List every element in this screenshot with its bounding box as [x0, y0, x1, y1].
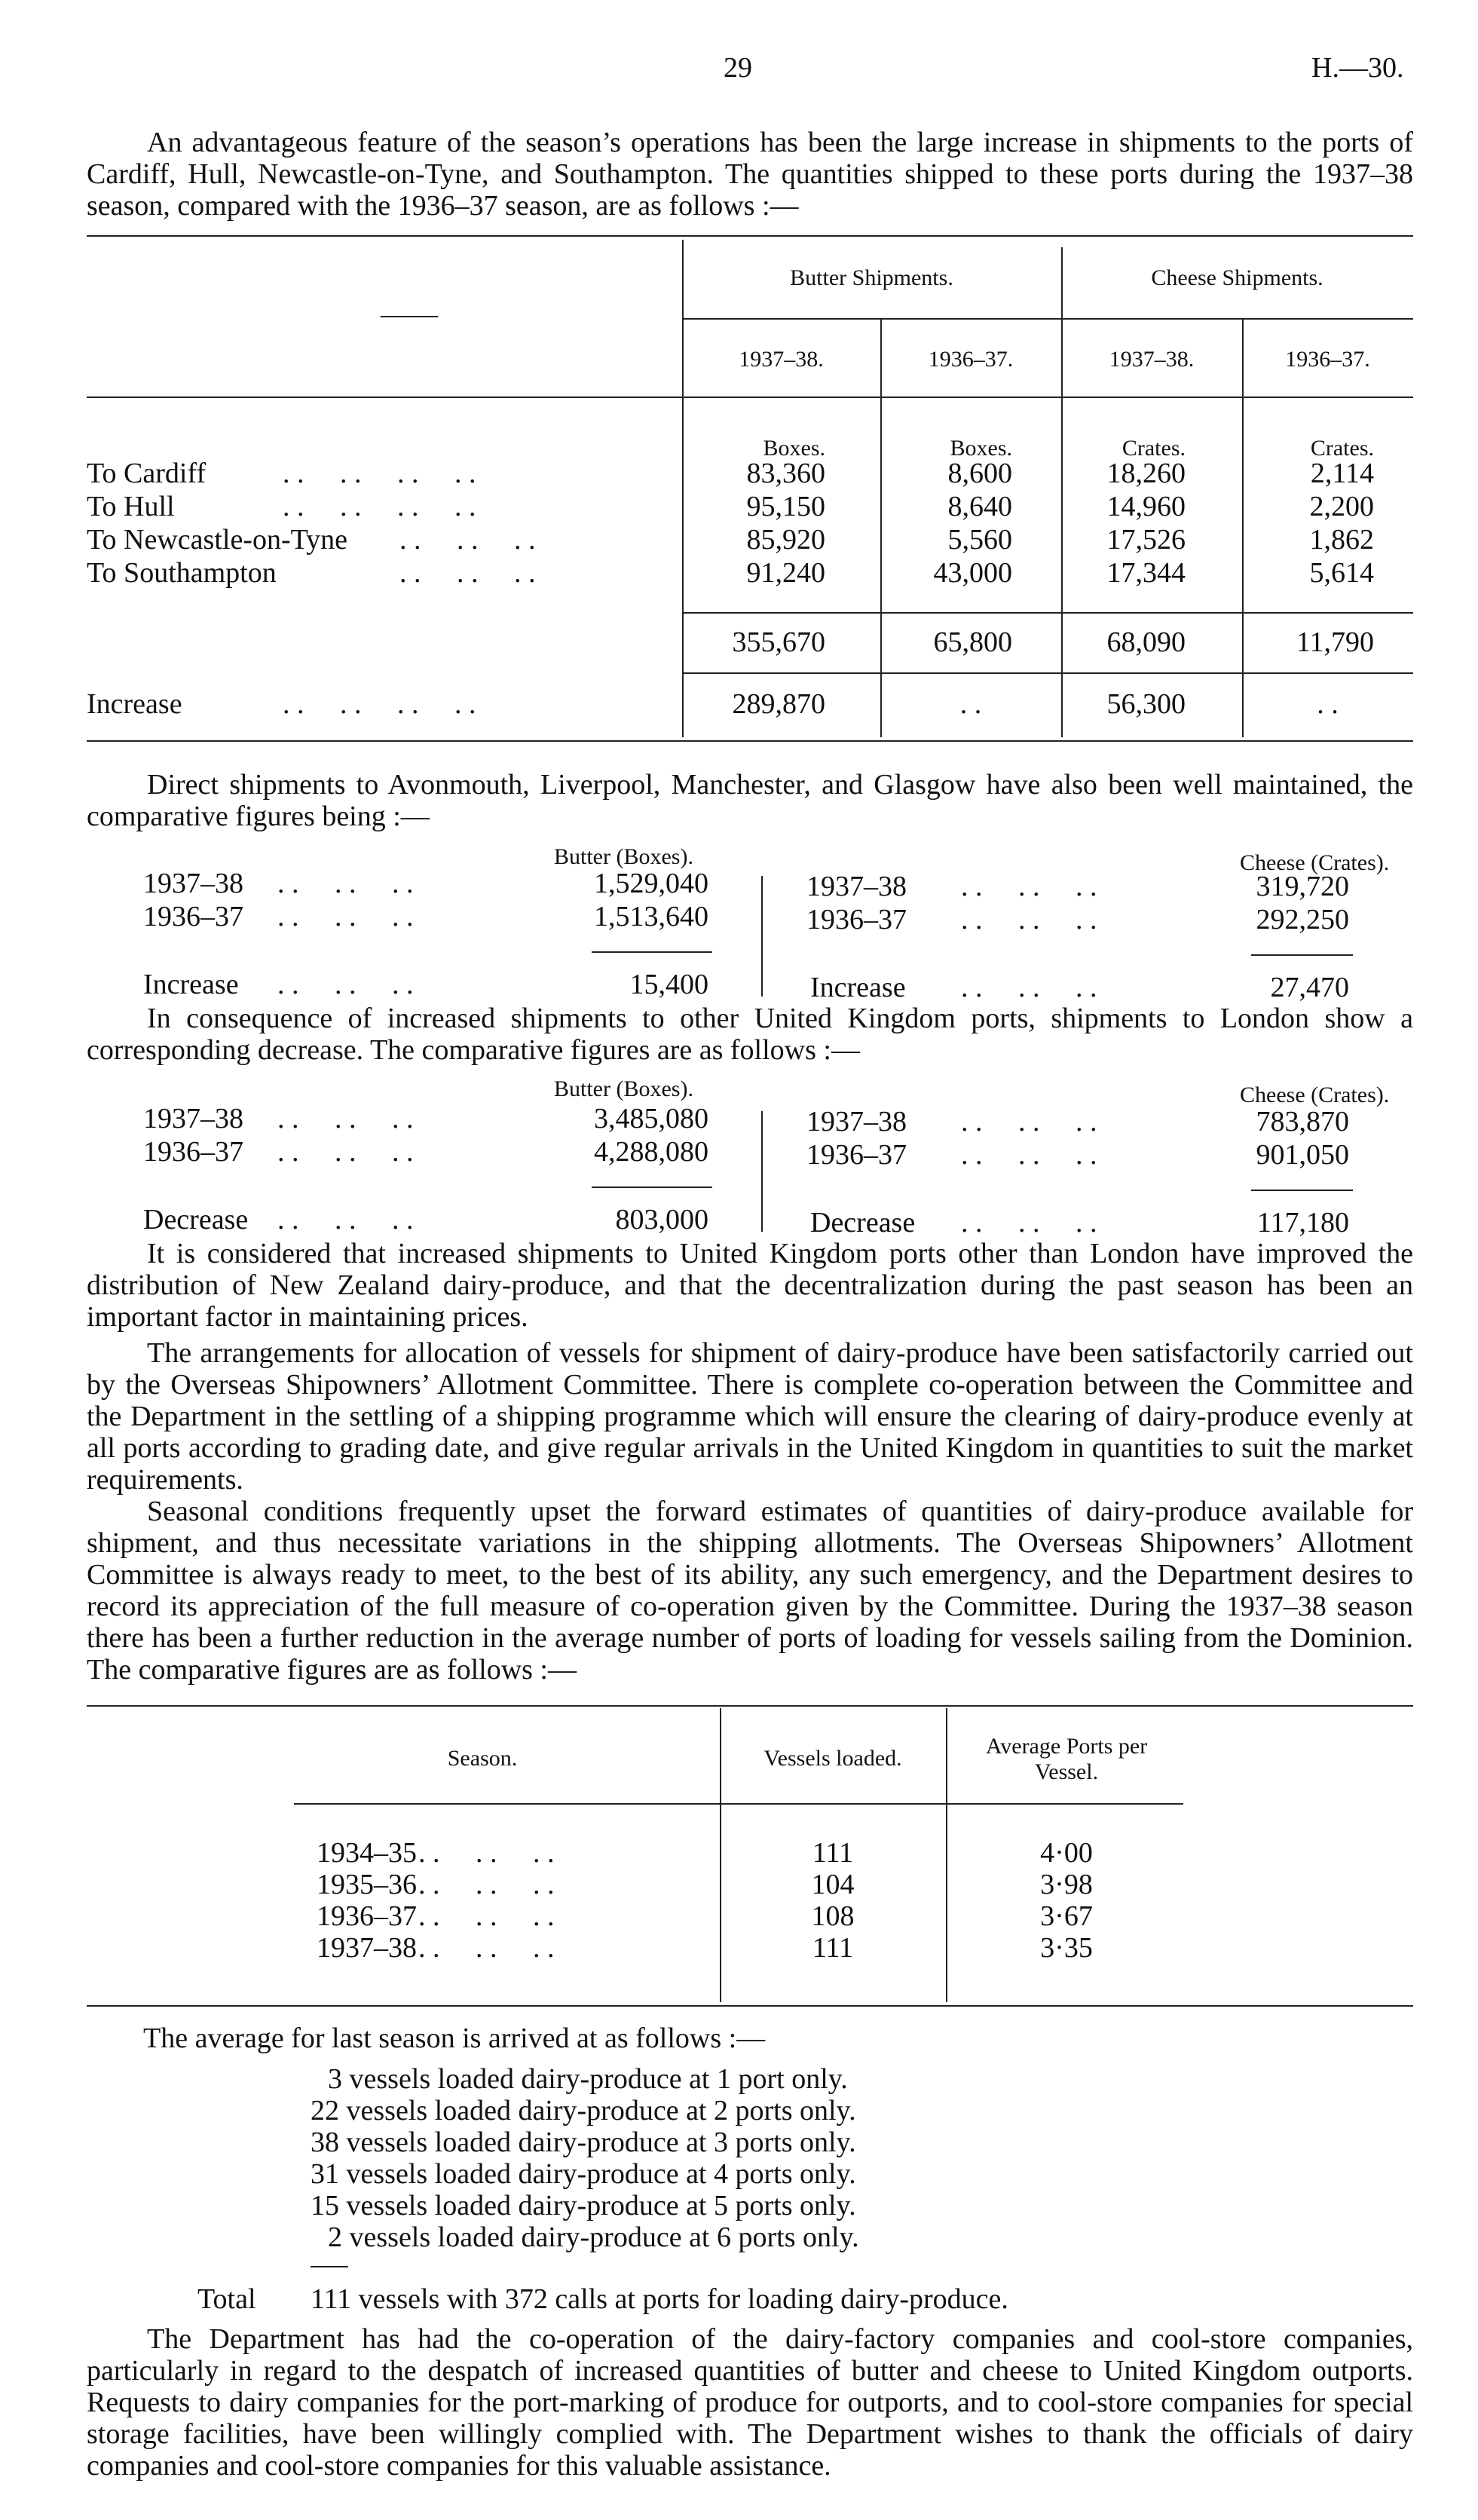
row-label: Decrease	[810, 1207, 916, 1239]
butter-header: Butter (Boxes).	[554, 844, 693, 869]
row-label: 1936–37	[143, 901, 243, 932]
value-cell: 17,526	[1106, 524, 1186, 556]
average-cell: 3·98	[1040, 1869, 1093, 1900]
butter-header: Butter (Boxes).	[554, 1076, 693, 1101]
value-cell: 2,200	[1309, 491, 1374, 522]
document-reference: H.—30.	[1311, 52, 1404, 84]
unit-label: Boxes.	[763, 436, 825, 461]
unit-label: Crates.	[1310, 436, 1374, 461]
leader-dots: . . . . . .	[418, 1900, 555, 1932]
total-label: Total	[197, 2283, 256, 2315]
season-cell: 1937–38	[317, 1932, 417, 1964]
row-label: To Hull	[87, 491, 175, 522]
row-label: Increase	[143, 969, 239, 1000]
row-label: 1936–37	[143, 1136, 243, 1168]
total-cell: 65,800	[933, 626, 1012, 658]
leader-dots: . . . . . .	[418, 1932, 555, 1964]
vessels-cell: 111	[812, 1837, 854, 1869]
leader-dots: . . . . . . . .	[283, 491, 476, 522]
butter-shipments-header: Butter Shipments.	[790, 265, 953, 290]
london-decrease-paragraph: In consequence of increased shipments to other United Kingdom ports, shipments to London show a corresponding decrease. The comparative figures are as follows :—	[87, 1003, 1413, 1066]
vessels-cell: 111	[812, 1932, 854, 1964]
season-cell: 1934–35	[317, 1837, 417, 1869]
leader-dots: . . . . . .	[961, 972, 1097, 1003]
row-label: To Southampton	[87, 557, 277, 589]
average-cell: 3·67	[1040, 1900, 1093, 1932]
vessels-loaded-header: Vessels loaded.	[763, 1746, 902, 1771]
vessels-cell: 108	[811, 1900, 855, 1932]
list-item: 3 vessels loaded dairy-produce at 1 port only.	[328, 2063, 848, 2095]
year-header: 1936–37.	[1285, 347, 1370, 372]
row-label: 1936–37	[806, 904, 907, 935]
row-label: Increase	[810, 972, 906, 1003]
total-cell: 355,670	[732, 626, 825, 658]
value-cell: 8,600	[947, 458, 1012, 489]
leader-dots: . . . . . .	[277, 1204, 414, 1236]
year-header: 1936–37.	[928, 347, 1014, 372]
value-cell: 95,150	[746, 491, 825, 522]
leader-dots: . . . . . .	[961, 904, 1097, 935]
value-cell: 5,614	[1309, 557, 1374, 589]
stub-dash: ——	[381, 299, 438, 330]
allocation-paragraph: The arrangements for allocation of vessels for shipment of dairy-produce have been satisfactorily carried out by the Overseas Shipowners’ Allotment Committee. There is complete co-operation between the Committee and the Department in the settling of a shipping programme which will ensure the clearing of dairy-produce evenly at all ports according to grading date, and give regular arrivals in the United Kingdom in quantities to suit the market requirements.	[87, 1337, 1413, 1496]
result-cell: 117,180	[1256, 1207, 1349, 1239]
value-cell: 83,360	[746, 458, 825, 489]
value-cell: 1,862	[1309, 524, 1374, 556]
leader-dots: . . . . . .	[961, 1207, 1097, 1239]
value-cell: 1,529,040	[594, 868, 708, 899]
leader-dots: . . . . . . . .	[283, 688, 476, 720]
value-cell: 901,050	[1256, 1139, 1349, 1171]
increase-cell: . .	[959, 688, 982, 720]
direct-shipments-paragraph: Direct shipments to Avonmouth, Liverpool, Manchester, and Glasgow have also been well maintained, the comparative figures being :—	[87, 769, 1413, 832]
unit-label: Boxes.	[950, 436, 1012, 461]
cheese-header: Cheese (Crates).	[1240, 850, 1390, 875]
leader-dots: . . . . . .	[277, 1136, 414, 1168]
row-label: To Newcastle-on-Tyne	[87, 524, 348, 556]
leader-dots: . . . . . .	[418, 1837, 555, 1869]
row-label: 1936–37	[806, 1139, 907, 1171]
result-cell: 15,400	[629, 969, 708, 1000]
value-cell: 2,114	[1310, 458, 1374, 489]
leader-dots: . . . . . .	[399, 524, 536, 556]
leader-dots: . . . . . .	[961, 1139, 1097, 1171]
value-cell: 1,513,640	[594, 901, 708, 932]
increase-cell: 289,870	[732, 688, 825, 720]
value-cell: 91,240	[746, 557, 825, 589]
list-item: 15 vessels loaded dairy-produce at 5 ports only.	[311, 2190, 856, 2221]
leader-dots: . . . . . .	[277, 868, 414, 899]
increase-cell: 56,300	[1106, 688, 1186, 720]
value-cell: 4,288,080	[594, 1136, 708, 1168]
leader-dots: . . . . . .	[277, 1103, 414, 1134]
row-label: 1937–38	[806, 871, 907, 902]
leader-dots: . . . . . .	[961, 1106, 1097, 1138]
result-cell: 803,000	[615, 1204, 708, 1236]
unit-label: Crates.	[1122, 436, 1186, 461]
intro-paragraph: An advantageous feature of the season’s operations has been the large increase in shipments to the ports of Cardiff, Hull, Newcastle-on-Tyne, and Southampton. The quantities shipped to these ports during the 1937–38 season, compared with the 1936–37 season, are as follows :—	[87, 127, 1413, 222]
result-cell: 27,470	[1270, 972, 1349, 1003]
leader-dots: . . . . . . . .	[283, 458, 476, 489]
value-cell: 17,344	[1106, 557, 1186, 589]
list-item: 22 vessels loaded dairy-produce at 2 ports only.	[311, 2095, 856, 2127]
total-cell: 11,790	[1296, 626, 1374, 658]
value-cell: 18,260	[1106, 458, 1186, 489]
cheese-shipments-header: Cheese Shipments.	[1151, 265, 1323, 290]
vessels-cell: 104	[811, 1869, 855, 1900]
average-ports-header: Average Ports per Vessel.	[985, 1734, 1148, 1784]
leader-dots: . . . . . .	[961, 871, 1097, 902]
page-number: 29	[724, 52, 752, 84]
leader-dots: . . . . . .	[399, 557, 536, 589]
leader-dots: . . . . . .	[418, 1869, 555, 1900]
increase-cell: . .	[1317, 688, 1339, 720]
value-cell: 8,640	[947, 491, 1012, 522]
value-cell: 783,870	[1256, 1106, 1349, 1138]
distribution-paragraph: It is considered that increased shipments to United Kingdom ports other than London have improved the distribution of New Zealand dairy-produce, and that the decentralization during the past season has been an important factor in maintaining prices.	[87, 1238, 1413, 1333]
seasonal-conditions-paragraph: Seasonal conditions frequently upset the forward estimates of quantities of dairy-produce available for shipment, and thus necessitate variations in the shipping allotments. The Overseas Shipowners’ Allotment Committee is always ready to meet, to the best of its ability, any such emergency, and the Department desires to record its appreciation of the full measure of co-operation given by the Committee. During the 1937–38 season there has been a further reduction in the average number of ports of loading for vessels sailing from the Dominion. The comparative figures are as follows :—	[87, 1496, 1413, 1686]
value-cell: 292,250	[1256, 904, 1349, 935]
value-cell: 319,720	[1256, 871, 1349, 902]
leader-dots: . . . . . .	[277, 969, 414, 1000]
row-label: Decrease	[143, 1204, 249, 1236]
row-label: 1937–38	[143, 1103, 243, 1134]
row-label: 1937–38	[143, 868, 243, 899]
value-cell: 43,000	[933, 557, 1012, 589]
row-label: Increase	[87, 688, 182, 720]
total-cell: 68,090	[1106, 626, 1186, 658]
year-header: 1937–38.	[1109, 347, 1195, 372]
leader-dots: . . . . . .	[277, 901, 414, 932]
average-intro: The average for last season is arrived at as follows :—	[143, 2022, 766, 2054]
value-cell: 3,485,080	[594, 1103, 708, 1134]
value-cell: 14,960	[1106, 491, 1186, 522]
list-item: 38 vessels loaded dairy-produce at 3 ports only.	[311, 2127, 856, 2158]
season-header: Season.	[447, 1746, 518, 1771]
total-text: 111 vessels with 372 calls at ports for loading dairy-produce.	[311, 2283, 1008, 2315]
row-label: To Cardiff	[87, 458, 207, 489]
year-header: 1937–38.	[739, 347, 824, 372]
list-item: 2 vessels loaded dairy-produce at 6 ports only.	[328, 2221, 859, 2253]
average-cell: 3·35	[1040, 1932, 1093, 1964]
value-cell: 85,920	[746, 524, 825, 556]
list-item: 31 vessels loaded dairy-produce at 4 ports only.	[311, 2158, 856, 2190]
cheese-header: Cheese (Crates).	[1240, 1082, 1390, 1107]
row-label: 1937–38	[806, 1106, 907, 1138]
average-cell: 4·00	[1040, 1837, 1093, 1869]
season-cell: 1936–37	[317, 1900, 417, 1932]
value-cell: 5,560	[947, 524, 1012, 556]
season-cell: 1935–36	[317, 1869, 417, 1900]
closing-paragraph: The Department has had the co-operation of the dairy-factory companies and cool-store companies, particularly in regard to the despatch of increased quantities of butter and cheese to United Kingdom outports. Requests to dairy companies for the port-marking of produce for outports, and to cool-store companies for special storage facilities, have been willingly complied with. The Department wishes to thank the officials of dairy companies and cool-store companies for this valuable assistance.	[87, 2323, 1413, 2482]
